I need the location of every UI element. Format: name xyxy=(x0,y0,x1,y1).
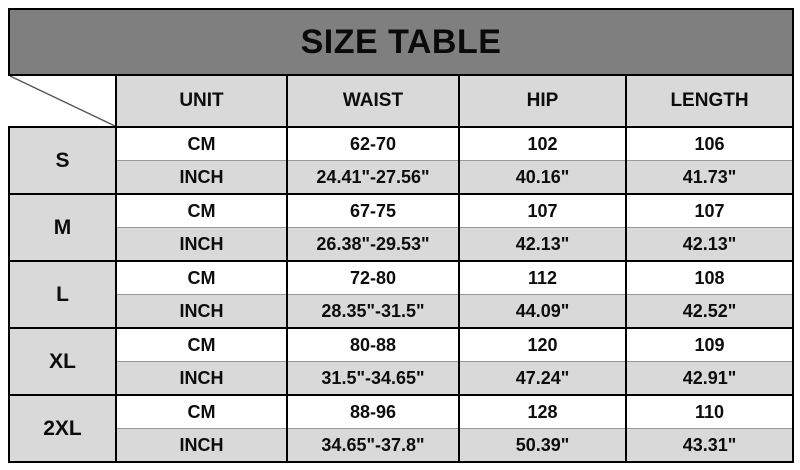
2xl-inch-waist: 34.65"-37.8" xyxy=(287,429,459,463)
l-cm-hip: 112 xyxy=(459,261,626,295)
l-inch-waist: 28.35"-31.5" xyxy=(287,295,459,329)
unit-label-cm: CM xyxy=(116,395,287,429)
table-row-l-inch xyxy=(9,295,793,329)
s-cm-hip: 102 xyxy=(459,127,626,161)
s-inch-hip: 40.16" xyxy=(459,161,626,195)
unit-label-inch: INCH xyxy=(116,228,287,262)
l-cm-waist: 72-80 xyxy=(287,261,459,295)
unit-label-cm: CM xyxy=(116,261,287,295)
m-cm-hip: 107 xyxy=(459,194,626,228)
s-cm-length: 106 xyxy=(626,127,793,161)
m-inch-length: 42.13" xyxy=(626,228,793,262)
xl-inch-length: 42.91" xyxy=(626,362,793,396)
column-header-hip: HIP xyxy=(459,75,626,127)
table-title: SIZE TABLE xyxy=(9,9,793,75)
size-label-s: S xyxy=(9,127,116,194)
unit-label-cm: CM xyxy=(116,194,287,228)
table-row-s-inch xyxy=(9,161,793,195)
2xl-cm-waist: 88-96 xyxy=(287,395,459,429)
size-table xyxy=(8,8,794,463)
xl-inch-hip: 47.24" xyxy=(459,362,626,396)
xl-cm-hip: 120 xyxy=(459,328,626,362)
2xl-inch-hip: 50.39" xyxy=(459,429,626,463)
xl-inch-waist: 31.5"-34.65" xyxy=(287,362,459,396)
unit-label-cm: CM xyxy=(116,328,287,362)
m-inch-waist: 26.38"-29.53" xyxy=(287,228,459,262)
s-inch-waist: 24.41"-27.56" xyxy=(287,161,459,195)
table-row-2xl-inch xyxy=(9,429,793,463)
table-row-xl-inch xyxy=(9,362,793,396)
table-row-xl-cm xyxy=(9,328,793,362)
xl-cm-length: 109 xyxy=(626,328,793,362)
column-header-waist: WAIST xyxy=(287,75,459,127)
m-cm-length: 107 xyxy=(626,194,793,228)
l-cm-length: 108 xyxy=(626,261,793,295)
column-header-row xyxy=(9,75,793,127)
size-label-m: M xyxy=(9,194,116,261)
unit-label-inch: INCH xyxy=(116,295,287,329)
column-header-length: LENGTH xyxy=(626,75,793,127)
2xl-inch-length: 43.31" xyxy=(626,429,793,463)
diagonal-header-cell xyxy=(9,75,116,127)
size-label-2xl: 2XL xyxy=(9,395,116,462)
table-row-s-cm xyxy=(9,127,793,161)
size-label-xl: XL xyxy=(9,328,116,395)
s-cm-waist: 62-70 xyxy=(287,127,459,161)
unit-label-cm: CM xyxy=(116,127,287,161)
m-cm-waist: 67-75 xyxy=(287,194,459,228)
unit-label-inch: INCH xyxy=(116,161,287,195)
2xl-cm-length: 110 xyxy=(626,395,793,429)
table-row-l-cm xyxy=(9,261,793,295)
m-inch-hip: 42.13" xyxy=(459,228,626,262)
l-inch-length: 42.52" xyxy=(626,295,793,329)
diagonal-line xyxy=(10,76,115,126)
table-title-row xyxy=(9,9,793,75)
s-inch-length: 41.73" xyxy=(626,161,793,195)
size-label-l: L xyxy=(9,261,116,328)
unit-label-inch: INCH xyxy=(116,429,287,463)
xl-cm-waist: 80-88 xyxy=(287,328,459,362)
table-row-m-inch xyxy=(9,228,793,262)
2xl-cm-hip: 128 xyxy=(459,395,626,429)
table-row-m-cm xyxy=(9,194,793,228)
column-header-unit: UNIT xyxy=(116,75,287,127)
l-inch-hip: 44.09" xyxy=(459,295,626,329)
unit-label-inch: INCH xyxy=(116,362,287,396)
table-row-2xl-cm xyxy=(9,395,793,429)
